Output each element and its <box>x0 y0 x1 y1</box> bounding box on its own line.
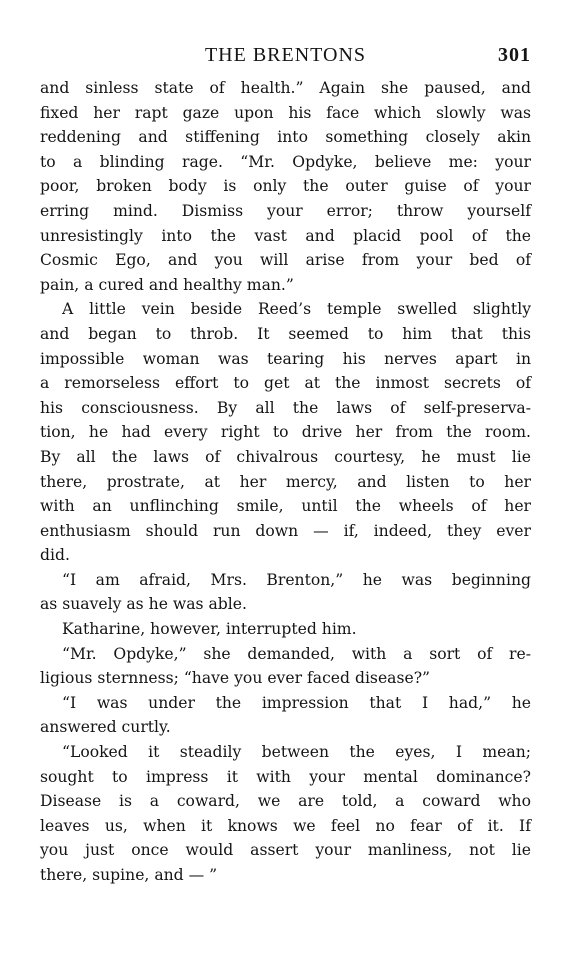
text-line: pain, a cured and healthy man.” <box>40 275 294 294</box>
text-line: a remorseless effort to get at the inmost secrets of <box>40 374 531 393</box>
text-line: A little vein beside Reed’s temple swelled slightly <box>62 300 531 319</box>
text-line: “Looked it steadily between the eyes, I mean; <box>62 743 531 762</box>
text-line: there, supine, and — ” <box>40 866 218 884</box>
text-line: answered curtly. <box>40 718 171 737</box>
text-line: and sinless state of health.” Again she paused, and <box>40 79 531 97</box>
running-title: THE BRENTONS <box>204 44 367 66</box>
text-line: Katharine, however, interrupted him. <box>62 620 357 639</box>
text-line: his consciousness. By all the laws of self-preserva- <box>40 398 531 417</box>
running-head <box>40 44 531 70</box>
paragraph <box>40 740 531 888</box>
text-line: to a blinding rage. “Mr. Opdyke, believe me: your <box>40 152 531 171</box>
paragraph <box>40 76 531 297</box>
paragraph <box>40 297 531 568</box>
text-line: “Mr. Opdyke,” she demanded, with a sort of re- <box>62 644 531 663</box>
paragraph <box>40 691 531 740</box>
text-line: and began to throb. It seemed to him that this <box>40 324 531 343</box>
body-text <box>40 76 531 888</box>
text-line: there, prostrate, at her mercy, and listen to her <box>40 472 531 491</box>
text-line: Cosmic Ego, and you will arise from your bed of <box>40 251 531 270</box>
text-line: leaves us, when it knows we feel no fear of it. If <box>40 816 531 835</box>
text-line: unresistingly into the vast and placid pool of the <box>40 226 531 245</box>
text-line: enthusiasm should run down — if, indeed, they ever <box>40 521 531 540</box>
book-page <box>40 44 531 888</box>
text-line: erring mind. Dismiss your error; throw yourself <box>40 201 531 220</box>
text-line: sought to impress it with your mental dominance? <box>40 767 531 786</box>
text-line: poor, broken body is only the outer guise of your <box>40 177 531 196</box>
text-line: tion, he had every right to drive her from the room. <box>40 423 531 442</box>
text-line: “I am afraid, Mrs. Brenton,” he was beginning <box>62 570 531 589</box>
text-line: as suavely as he was able. <box>40 595 247 614</box>
text-line: you just once would assert your manliness, not lie <box>40 841 531 860</box>
page-number: 301 <box>498 44 531 66</box>
text-line: did. <box>40 546 70 565</box>
text-line: fixed her rapt gaze upon his face which slowly was <box>40 103 531 122</box>
paragraph <box>40 617 531 642</box>
text-line: impossible woman was tearing his nerves apart in <box>40 349 531 368</box>
text-line: ligious sternness; “have you ever faced disease?” <box>40 669 431 688</box>
text-line: By all the laws of chivalrous courtesy, he must lie <box>40 447 531 466</box>
text-line: Disease is a coward, we are told, a coward who <box>40 792 531 811</box>
paragraph <box>40 642 531 691</box>
text-line: “I was under the impression that I had,” he <box>62 693 531 712</box>
text-line: with an unflinching smile, until the wheels of her <box>40 497 531 516</box>
text-line: reddening and stiffening into something closely akin <box>40 128 531 147</box>
paragraph <box>40 568 531 617</box>
